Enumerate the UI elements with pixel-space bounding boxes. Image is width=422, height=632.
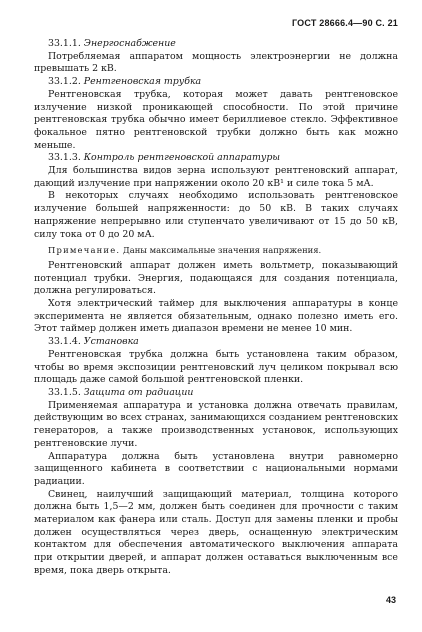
section-heading-protection bbox=[34, 387, 398, 400]
footnote bbox=[34, 244, 398, 257]
paragraph: Рентгеновская трубка, которая может давать рентгеновское излучение низкой проникающей способности. По этой причине рентгеновская трубка обычно имеет бериллиевое стекло. Эффективное фокальное пятно рентгеновской трубки должно быть как можно меньше. bbox=[34, 88, 398, 151]
section-number: 33.1.2. bbox=[48, 76, 81, 88]
section-heading-tube bbox=[34, 76, 398, 89]
page-number: 43 bbox=[385, 595, 396, 605]
paragraph: Потребляемая аппаратом мощность электроэнергии не должна превышать 2 кВ. bbox=[34, 50, 398, 75]
footnote-text: Даны максимальные значения напряжения. bbox=[122, 245, 322, 256]
section-heading-control bbox=[34, 152, 398, 165]
paragraph: Рентгеновская трубка должна быть установлена таким образом, чтобы во время экспозиции рентгеновский луч целиком покрывал всю площадь даже самой большой рентгеновской пленки. bbox=[34, 348, 398, 386]
paragraph: Для большинства видов зерна используют рентгеновский аппарат, дающий излучение при напряжении около 20 кВ¹ и силе тока 5 мА. bbox=[34, 165, 398, 189]
paragraph: Аппаратура должна быть установлена внутри равномерно защищенного кабинета в соответствии с национальными нормами радиации. bbox=[34, 450, 398, 487]
footnote-label: Примечание. bbox=[48, 245, 121, 256]
page-header: ГОСТ 28666.4—90 С. 21 bbox=[291, 18, 398, 28]
section-title: Энергоснабжение bbox=[83, 38, 176, 49]
section-title: Рентгеновская трубка bbox=[83, 76, 202, 88]
paragraph: Хотя электрический таймер для выключения аппаратуры в конце эксперимента не является обязательным, однако полезно иметь его. Этот таймер должен иметь диапазон времени не менее 10 мин. bbox=[34, 298, 398, 335]
paragraph: Применяемая аппаратура и установка должна отвечать правилам, действующим во всех странах, занимающихся созданием рентгеновских генераторов, а также производственных установок, использующих рентгеновские лучи. bbox=[34, 399, 398, 449]
section-number: 33.1.3. bbox=[48, 152, 81, 164]
paragraph: Рентгеновский аппарат должен иметь вольтметр, показывающий потенциал трубки. Энергия, подающаяся для создания потенциала, должна регулироваться. bbox=[34, 259, 398, 297]
section-heading-energy bbox=[34, 38, 398, 51]
document-body bbox=[34, 38, 398, 578]
section-heading-installation bbox=[34, 336, 398, 349]
section-number: 33.1.5. bbox=[48, 386, 81, 398]
section-title: Защита от радиации bbox=[83, 386, 194, 398]
paragraph: В некоторых случаях необходимо использовать рентгеновское излучение большей напряженности: до 50 кВ. В таких случаях напряжение непрерывно или ступенчато увеличивают от 15 до 50 кВ, силу тока от 0 до 20 мА. bbox=[34, 190, 398, 240]
paragraph: Свинец, наилучший защищающий материал, толщина которого должна быть 1,5—2 мм, должен быть соединен для прочности с таким материалом как фанера или сталь. Доступ для замены пленки и пробы должен осуществляться через дверь, оснащенную электрическим контактом для обеспечения автоматического выключения аппарата при открытии дверей, и аппарат должен оставаться выключенным все время, пока дверь открыта. bbox=[34, 488, 398, 576]
section-title: Контроль рентгеновской аппаратуры bbox=[83, 152, 280, 164]
section-number: 33.1.1. bbox=[48, 38, 81, 49]
section-number: 33.1.4. bbox=[48, 336, 81, 348]
section-title: Установка bbox=[83, 336, 139, 348]
